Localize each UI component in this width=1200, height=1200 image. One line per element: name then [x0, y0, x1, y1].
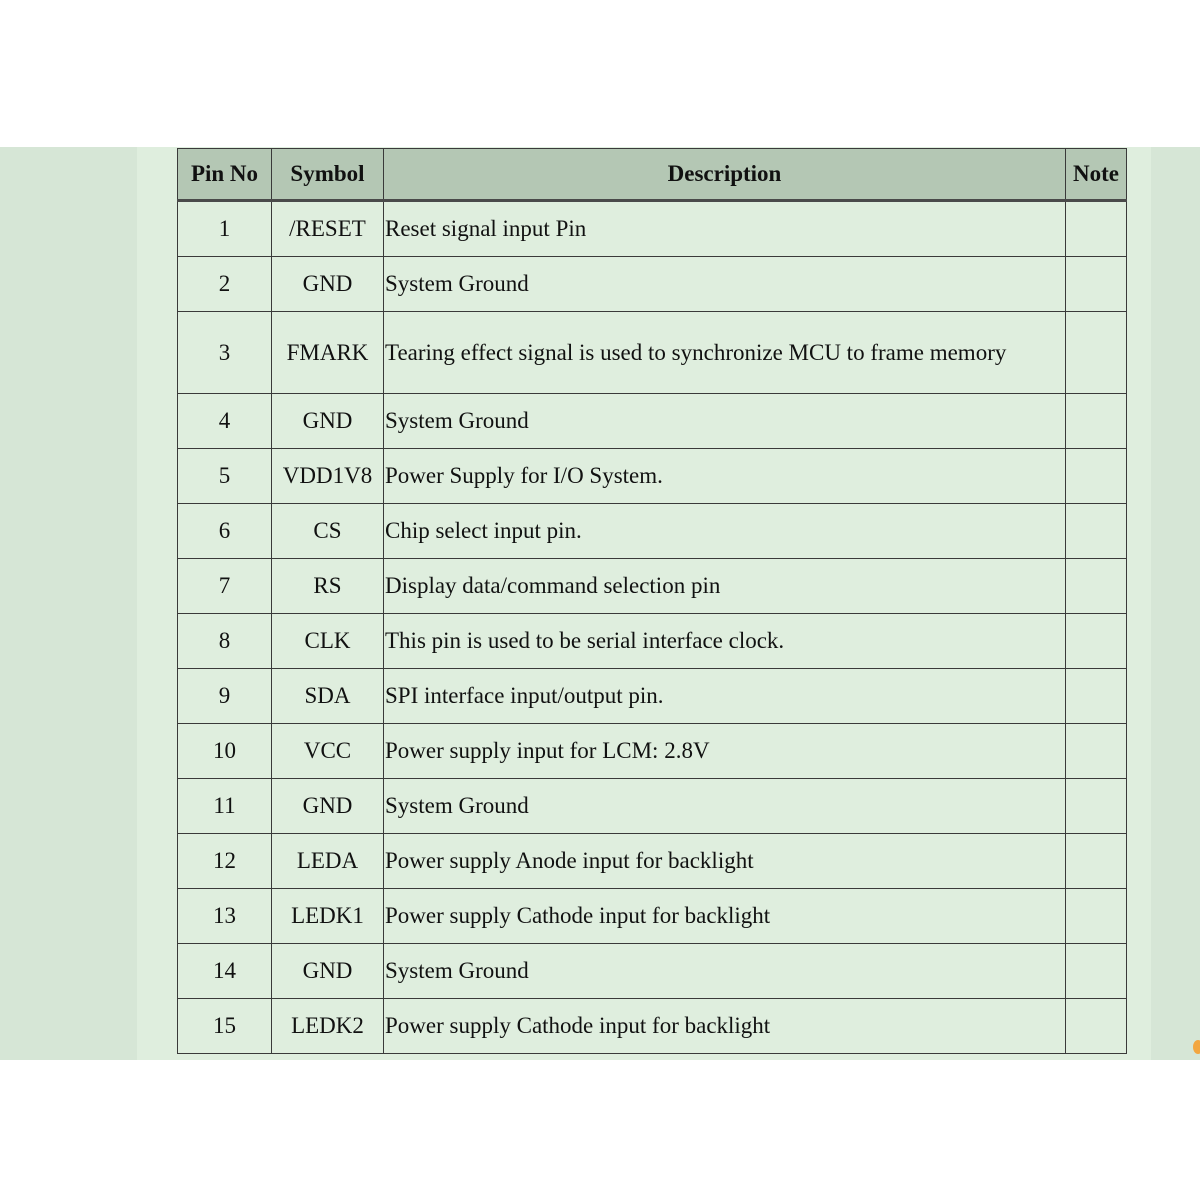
- description-cell: SPI interface input/output pin.: [384, 669, 1066, 724]
- note-cell: [1066, 449, 1127, 504]
- note-cell: [1066, 559, 1127, 614]
- symbol-cell: CS: [272, 504, 384, 559]
- pin-number-cell: 4: [178, 394, 272, 449]
- note-cell: [1066, 889, 1127, 944]
- symbol-cell: /RESET: [272, 201, 384, 257]
- header-symbol: Symbol: [272, 149, 384, 201]
- table-row: [178, 614, 1127, 669]
- description-cell: Power Supply for I/O System.: [384, 449, 1066, 504]
- symbol-cell: GND: [272, 394, 384, 449]
- note-cell: [1066, 201, 1127, 257]
- description-cell: Chip select input pin.: [384, 504, 1066, 559]
- table-row: [178, 312, 1127, 394]
- note-cell: [1066, 669, 1127, 724]
- document-background: [0, 147, 1200, 1060]
- note-cell: [1066, 614, 1127, 669]
- table-row: [178, 559, 1127, 614]
- pin-number-cell: 2: [178, 257, 272, 312]
- description-cell: Display data/command selection pin: [384, 559, 1066, 614]
- note-cell: [1066, 394, 1127, 449]
- note-cell: [1066, 257, 1127, 312]
- table-row: [178, 669, 1127, 724]
- table-row: [178, 257, 1127, 312]
- pin-number-cell: 7: [178, 559, 272, 614]
- symbol-cell: VCC: [272, 724, 384, 779]
- pin-number-cell: 8: [178, 614, 272, 669]
- symbol-cell: CLK: [272, 614, 384, 669]
- header-note: Note: [1066, 149, 1127, 201]
- table-row: [178, 724, 1127, 779]
- pin-number-cell: 13: [178, 889, 272, 944]
- pin-number-cell: 6: [178, 504, 272, 559]
- table-row: [178, 889, 1127, 944]
- description-cell: System Ground: [384, 944, 1066, 999]
- description-cell: System Ground: [384, 257, 1066, 312]
- pin-number-cell: 11: [178, 779, 272, 834]
- description-cell: Power supply input for LCM: 2.8V: [384, 724, 1066, 779]
- pin-number-cell: 5: [178, 449, 272, 504]
- note-cell: [1066, 944, 1127, 999]
- table-header-row: [178, 149, 1127, 201]
- note-cell: [1066, 999, 1127, 1054]
- note-cell: [1066, 724, 1127, 779]
- symbol-cell: LEDK1: [272, 889, 384, 944]
- edge-marker: [1193, 1040, 1200, 1054]
- table-row: [178, 834, 1127, 889]
- header-pin-no: Pin No: [178, 149, 272, 201]
- table-row: [178, 999, 1127, 1054]
- description-cell: This pin is used to be serial interface clock.: [384, 614, 1066, 669]
- pin-definition-table: [177, 148, 1127, 1054]
- symbol-cell: LEDA: [272, 834, 384, 889]
- symbol-cell: LEDK2: [272, 999, 384, 1054]
- table-row: [178, 944, 1127, 999]
- pin-number-cell: 3: [178, 312, 272, 394]
- note-cell: [1066, 834, 1127, 889]
- description-cell: Reset signal input Pin: [384, 201, 1066, 257]
- table-row: [178, 504, 1127, 559]
- header-description: Description: [384, 149, 1066, 201]
- note-cell: [1066, 312, 1127, 394]
- symbol-cell: SDA: [272, 669, 384, 724]
- table-row: [178, 394, 1127, 449]
- pin-number-cell: 1: [178, 201, 272, 257]
- symbol-cell: FMARK: [272, 312, 384, 394]
- description-cell: Tearing effect signal is used to synchronize MCU to frame memory: [384, 312, 1066, 394]
- symbol-cell: VDD1V8: [272, 449, 384, 504]
- symbol-cell: GND: [272, 257, 384, 312]
- note-cell: [1066, 779, 1127, 834]
- description-cell: Power supply Cathode input for backlight: [384, 999, 1066, 1054]
- table-row: [178, 449, 1127, 504]
- pin-number-cell: 14: [178, 944, 272, 999]
- note-cell: [1066, 504, 1127, 559]
- description-cell: System Ground: [384, 779, 1066, 834]
- table-row: [178, 201, 1127, 257]
- pin-number-cell: 12: [178, 834, 272, 889]
- description-cell: Power supply Anode input for backlight: [384, 834, 1066, 889]
- description-cell: System Ground: [384, 394, 1066, 449]
- symbol-cell: GND: [272, 779, 384, 834]
- pin-number-cell: 9: [178, 669, 272, 724]
- symbol-cell: GND: [272, 944, 384, 999]
- description-cell: Power supply Cathode input for backlight: [384, 889, 1066, 944]
- pin-number-cell: 10: [178, 724, 272, 779]
- table-row: [178, 779, 1127, 834]
- symbol-cell: RS: [272, 559, 384, 614]
- pin-number-cell: 15: [178, 999, 272, 1054]
